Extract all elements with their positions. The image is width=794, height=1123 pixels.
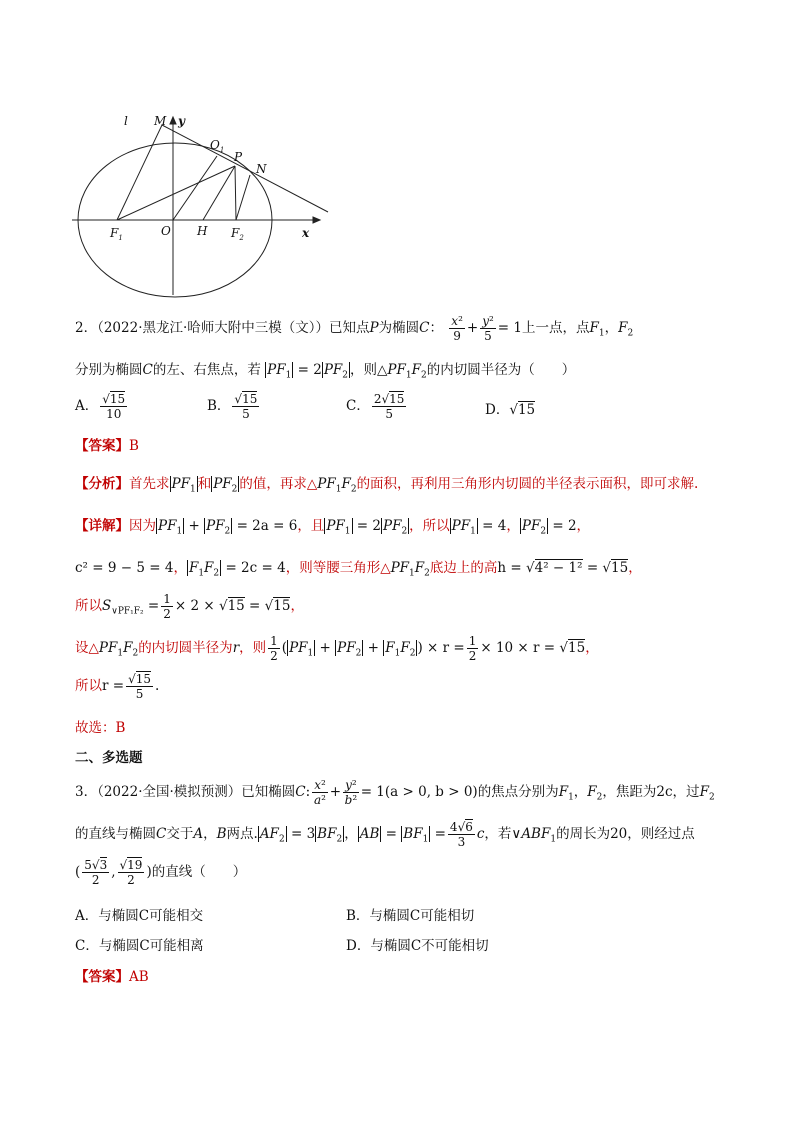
q3-option-d: D．与椭圆C不可能相切 [346, 938, 489, 954]
q2-analysis: 【分析】首先求 $PF_1$ 和 $PF_2$ 的值，再求$\triangle PF_1F_2$的面积，再利用三角形内切圆的半径表示面积，即可求解. [75, 476, 699, 495]
q2-option-c: C． $\frac{2√15}{5}$ [346, 392, 405, 421]
q3-option-a: A．与椭圆C可能相交 [75, 908, 204, 924]
q3-option-c: C．与椭圆C可能相离 [75, 938, 204, 954]
label-M: M [154, 114, 167, 128]
q2-detail-line3: 所以$S_{\vee PF_1F_2}$ = $\frac{1}{2}$ × 2 × √15 = √15， [75, 592, 304, 621]
label-l: l [124, 114, 128, 128]
label-P: P [234, 150, 243, 164]
q2-detail-line1: 【详解】因为 $PF_1 + PF_2 = 2a = 6$，且 $PF_1 = 2$ $PF_2$ ，所以 $PF_1 = 4$， $PF_2 = 2$， [75, 518, 591, 537]
q2-detail-line5: 所以r = $\frac{√15}{5}$ . [75, 672, 160, 701]
q3-answer: 【答案】AB [75, 969, 149, 985]
q3-stem-line1: 3．（2022·全国·模拟预测）已知椭圆C: $\frac{\text{x²}}{\text{a²}}$ + $\frac{\text{y²}}{\text{b²}}$ = 1(a > 0, b > 0)的焦点分别为$F_1$，$F_2$，焦距为2c，过$F_2$ [75, 778, 715, 807]
q3-stem-line2: 的直线与椭圆C交于A，B两点. $AF_2 = 3$ $BF_2$ ， AB = $BF_1$ = $\frac{4√6}{3}$ c，若$\vee ABF_1$的周长为20，则经过点 [75, 820, 695, 849]
q2-option-a: A． $\frac{√15}{10}$ [75, 392, 126, 421]
label-H: H [197, 224, 208, 238]
q3-option-b: B．与椭圆C可能相切 [346, 908, 475, 924]
q2-option-b: B． $\frac{√15}{5}$ [207, 392, 258, 421]
label-O1: $O_1$ [210, 138, 225, 154]
q2-choose: 故选：B [75, 720, 126, 736]
section-title-multiple-choice: 二、多选题 [75, 750, 143, 766]
q3-stem-line3: ( $\frac{5√3}{2}$ , $\frac{√19}{2}$ )的直线（ ） [75, 858, 247, 887]
label-x: x [302, 226, 310, 240]
q2-detail-line4: 设$\triangle PF_1F_2$的内切圆半径为r，则 $\frac{1}{2}$ ( $PF_1 + PF_2 + F_1F_2$ ) × r = $\frac{1}{2}$ × 10 × r = √15， [75, 634, 599, 663]
label-N: N [256, 162, 267, 176]
q2-detail-line2: c² = 9 − 5 = 4， $F_1F_2 = 2c = 4$，则等腰三角形$\triangle PF_1F_2$底边上的高h = √4² − 1² = √15， [75, 560, 642, 579]
label-F1: $F_1$ [110, 226, 123, 242]
label-O: O [161, 224, 171, 238]
label-F2: $F_2$ [231, 226, 244, 242]
label-y: y [178, 114, 185, 128]
ellipse-figure [70, 105, 340, 300]
q2-stem-line2: 分别为椭圆C的左、右焦点，若 $PF_1 = 2$ $PF_2$ ，则$\triangle PF_1F_2$的内切圆半径为（ ） [75, 362, 576, 381]
q2-option-d: D．√15 [485, 402, 536, 418]
q2-answer: 【答案】B [75, 438, 139, 454]
q2-stem-line1: 2．（2022·黑龙江·哈师大附中三模（文））已知点P为椭圆C： $\frac{\text{x²}}{9}$ + $\frac{\text{y²}}{5}$ = 1上一点，点$F_1$，$F_2$ [75, 314, 634, 343]
